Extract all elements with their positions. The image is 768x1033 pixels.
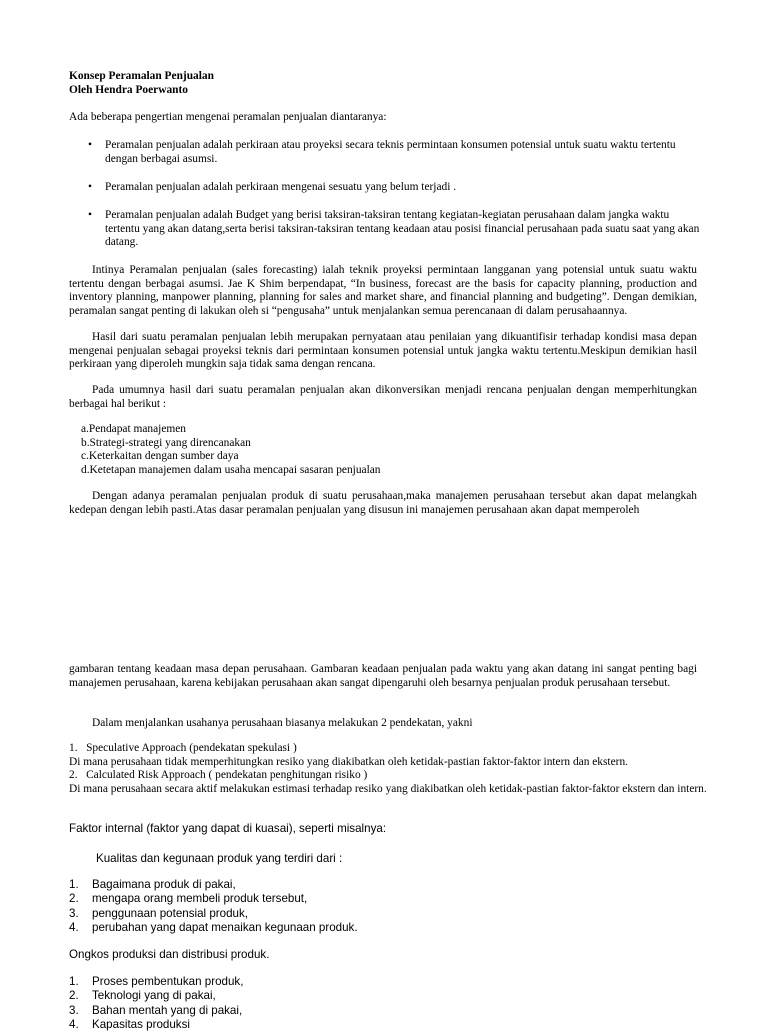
bullet-dot: • — [88, 139, 92, 151]
list-number: 4. — [69, 921, 79, 935]
list-number: 2. — [69, 892, 79, 906]
list-item: a.Pendapat manajemen — [81, 423, 187, 435]
list-item — [69, 892, 709, 906]
author-line: Oleh Hendra Poerwanto — [69, 83, 188, 96]
list-number: 1. — [69, 975, 79, 988]
list-text: penggunaan potensial produk, — [92, 906, 249, 920]
list-item: d.Ketetapan manajemen dalam usaha mencapai sasaran penjualan — [81, 463, 381, 476]
paragraph-text: Dengan adanya peramalan penjualan produk di suatu perusahaan,maka manajemen perusahaan tersebut akan dapat melangkah kedepan dengan lebih pasti.Atas dasar peramalan penjualan yang disusun ini manajemen perusahaan akan dapat memperoleh — [69, 490, 697, 516]
bullet-item — [69, 209, 705, 250]
paragraph-text: Intinya Peramalan penjualan (sales forecasting) ialah teknik proyeksi permintaan langganan yang potensial untuk suatu waktu tertentu dengan berbagai asumsi. Jae K Shim berpendapat, “In business, forecast are the basis for capacity planning, production and inventory planning, manpower planning, planning for sales and market share, and financial planning and budgeting”. Dengan demikian, peramalan sangat penting di lakukan oleh si “pengusaha” untuk menjalankan semua perencanaan di dalam perusahaannya. — [69, 264, 697, 317]
list-item — [69, 975, 709, 989]
paragraph-text: Pada umumnya hasil dari suatu peramalan penjualan akan dikonversikan menjadi rencana penjualan dengan memperhitungkan berbagai hal berikut : — [69, 384, 697, 410]
list-text: Teknologi yang di pakai, — [92, 989, 216, 1003]
approach-title: 1. Speculative Approach (pendekatan spekulasi ) — [69, 742, 297, 754]
body-paragraph — [69, 490, 697, 517]
list-text: Proses pembentukan produk, — [92, 975, 244, 988]
bullet-dot: • — [88, 209, 92, 221]
list-item — [69, 1018, 709, 1032]
cost-list — [69, 975, 709, 1033]
list-number: 3. — [69, 906, 79, 920]
definition-bullet-list — [69, 139, 705, 166]
list-text: Kapasitas produksi — [92, 1018, 190, 1032]
bullet-text: Peramalan penjualan adalah perkiraan mengenai sesuatu yang belum terjadi . — [105, 181, 457, 193]
body-paragraph — [69, 331, 697, 372]
list-number: 3. — [69, 1003, 79, 1017]
list-number: 2. — [69, 989, 79, 1003]
internal-factor-heading: Faktor internal (faktor yang dapat di kuasai), seperti misalnya: — [69, 822, 387, 835]
list-item: c.Keterkaitan dengan sumber daya — [81, 450, 239, 463]
approach-description: Di mana perusahaan tidak memperhitungkan resiko yang diakibatkan oleh ketidak-pastian faktor-faktor intern dan ekstern. — [69, 755, 628, 768]
list-text: perubahan yang dapat menaikan kegunaan produk. — [92, 921, 358, 935]
bullet-item — [69, 139, 705, 166]
cost-heading: Ongkos produksi dan distribusi produk. — [69, 948, 270, 961]
list-number: 1. — [69, 878, 79, 891]
list-item — [69, 989, 709, 1003]
body-paragraph — [69, 264, 697, 318]
approach-title: 2. Calculated Risk Approach ( pendekatan penghitungan risiko ) — [69, 769, 368, 782]
list-item — [69, 921, 709, 935]
paragraph-text: Dalam menjalankan usahanya perusahaan biasanya melakukan 2 pendekatan, yakni — [92, 717, 473, 729]
bullet-dot: • — [88, 181, 92, 193]
body-paragraph — [69, 717, 697, 731]
intro-paragraph: Ada beberapa pengertian mengenai peramalan penjualan diantaranya: — [69, 111, 387, 123]
approach-list — [69, 742, 709, 796]
list-item — [69, 1004, 709, 1018]
list-item — [69, 907, 709, 921]
definition-bullet-list — [69, 181, 705, 195]
list-item — [69, 878, 709, 892]
quality-list — [69, 878, 709, 936]
considerations-list — [81, 423, 681, 477]
bullet-item — [69, 181, 705, 195]
list-item: b.Strategi-strategi yang direncanakan — [81, 436, 251, 449]
paragraph-text: Hasil dari suatu peramalan penjualan lebih merupakan pernyataan atau penilaian yang dikuantifisir terhadap kondisi masa depan mengenai penjualan sebagai proyeksi teknis dari permintaan konsumen potensial untuk jangka waktu tertentu.Meskipun demikian hasil perkiraan yang diperoleh mungkin saja tidak sama dengan rencana. — [69, 331, 697, 371]
body-paragraph — [69, 384, 697, 411]
document-title — [69, 70, 709, 97]
list-text: Bahan mentah yang di pakai, — [92, 1003, 243, 1017]
paragraph-text: gambaran tentang keadaan masa depan perusahaan. Gambaran keadaan penjualan pada waktu yang akan datang ini sangat penting bagi manajemen perusahaan, karena kebijakan perusahaan akan sangat dipengaruhi oleh besarnya penjualan produk perusahaan tersebut. — [69, 663, 697, 689]
list-text: mengapa orang membeli produk tersebut, — [92, 892, 308, 906]
bullet-text: Peramalan penjualan adalah Budget yang berisi taksiran-taksiran tentang kegiatan-kegiatan perusahaan dalam jangka waktu tertentu yang akan datang,serta berisi taksiran-taksiran tentang keadaan atau posisi financial perusahaan pada suatu saat yang akan datang. — [105, 209, 700, 249]
list-text: Bagaimana produk di pakai, — [92, 878, 236, 891]
quality-heading: Kualitas dan kegunaan produk yang terdiri dari : — [96, 852, 343, 865]
bullet-text: Peramalan penjualan adalah perkiraan atau proyeksi secara teknis permintaan konsumen potensial untuk suatu waktu tertentu dengan berbagai asumsi. — [105, 139, 676, 165]
approach-description: Di mana perusahaan secara aktif melakukan estimasi terhadap resiko yang diakibatkan oleh ketidak-pastian faktor-faktor ekstern dan intern. — [69, 782, 707, 795]
body-paragraph — [69, 663, 697, 690]
list-number: 4. — [69, 1018, 79, 1032]
definition-bullet-list — [69, 209, 705, 250]
title-line: Konsep Peramalan Penjualan — [69, 70, 214, 82]
